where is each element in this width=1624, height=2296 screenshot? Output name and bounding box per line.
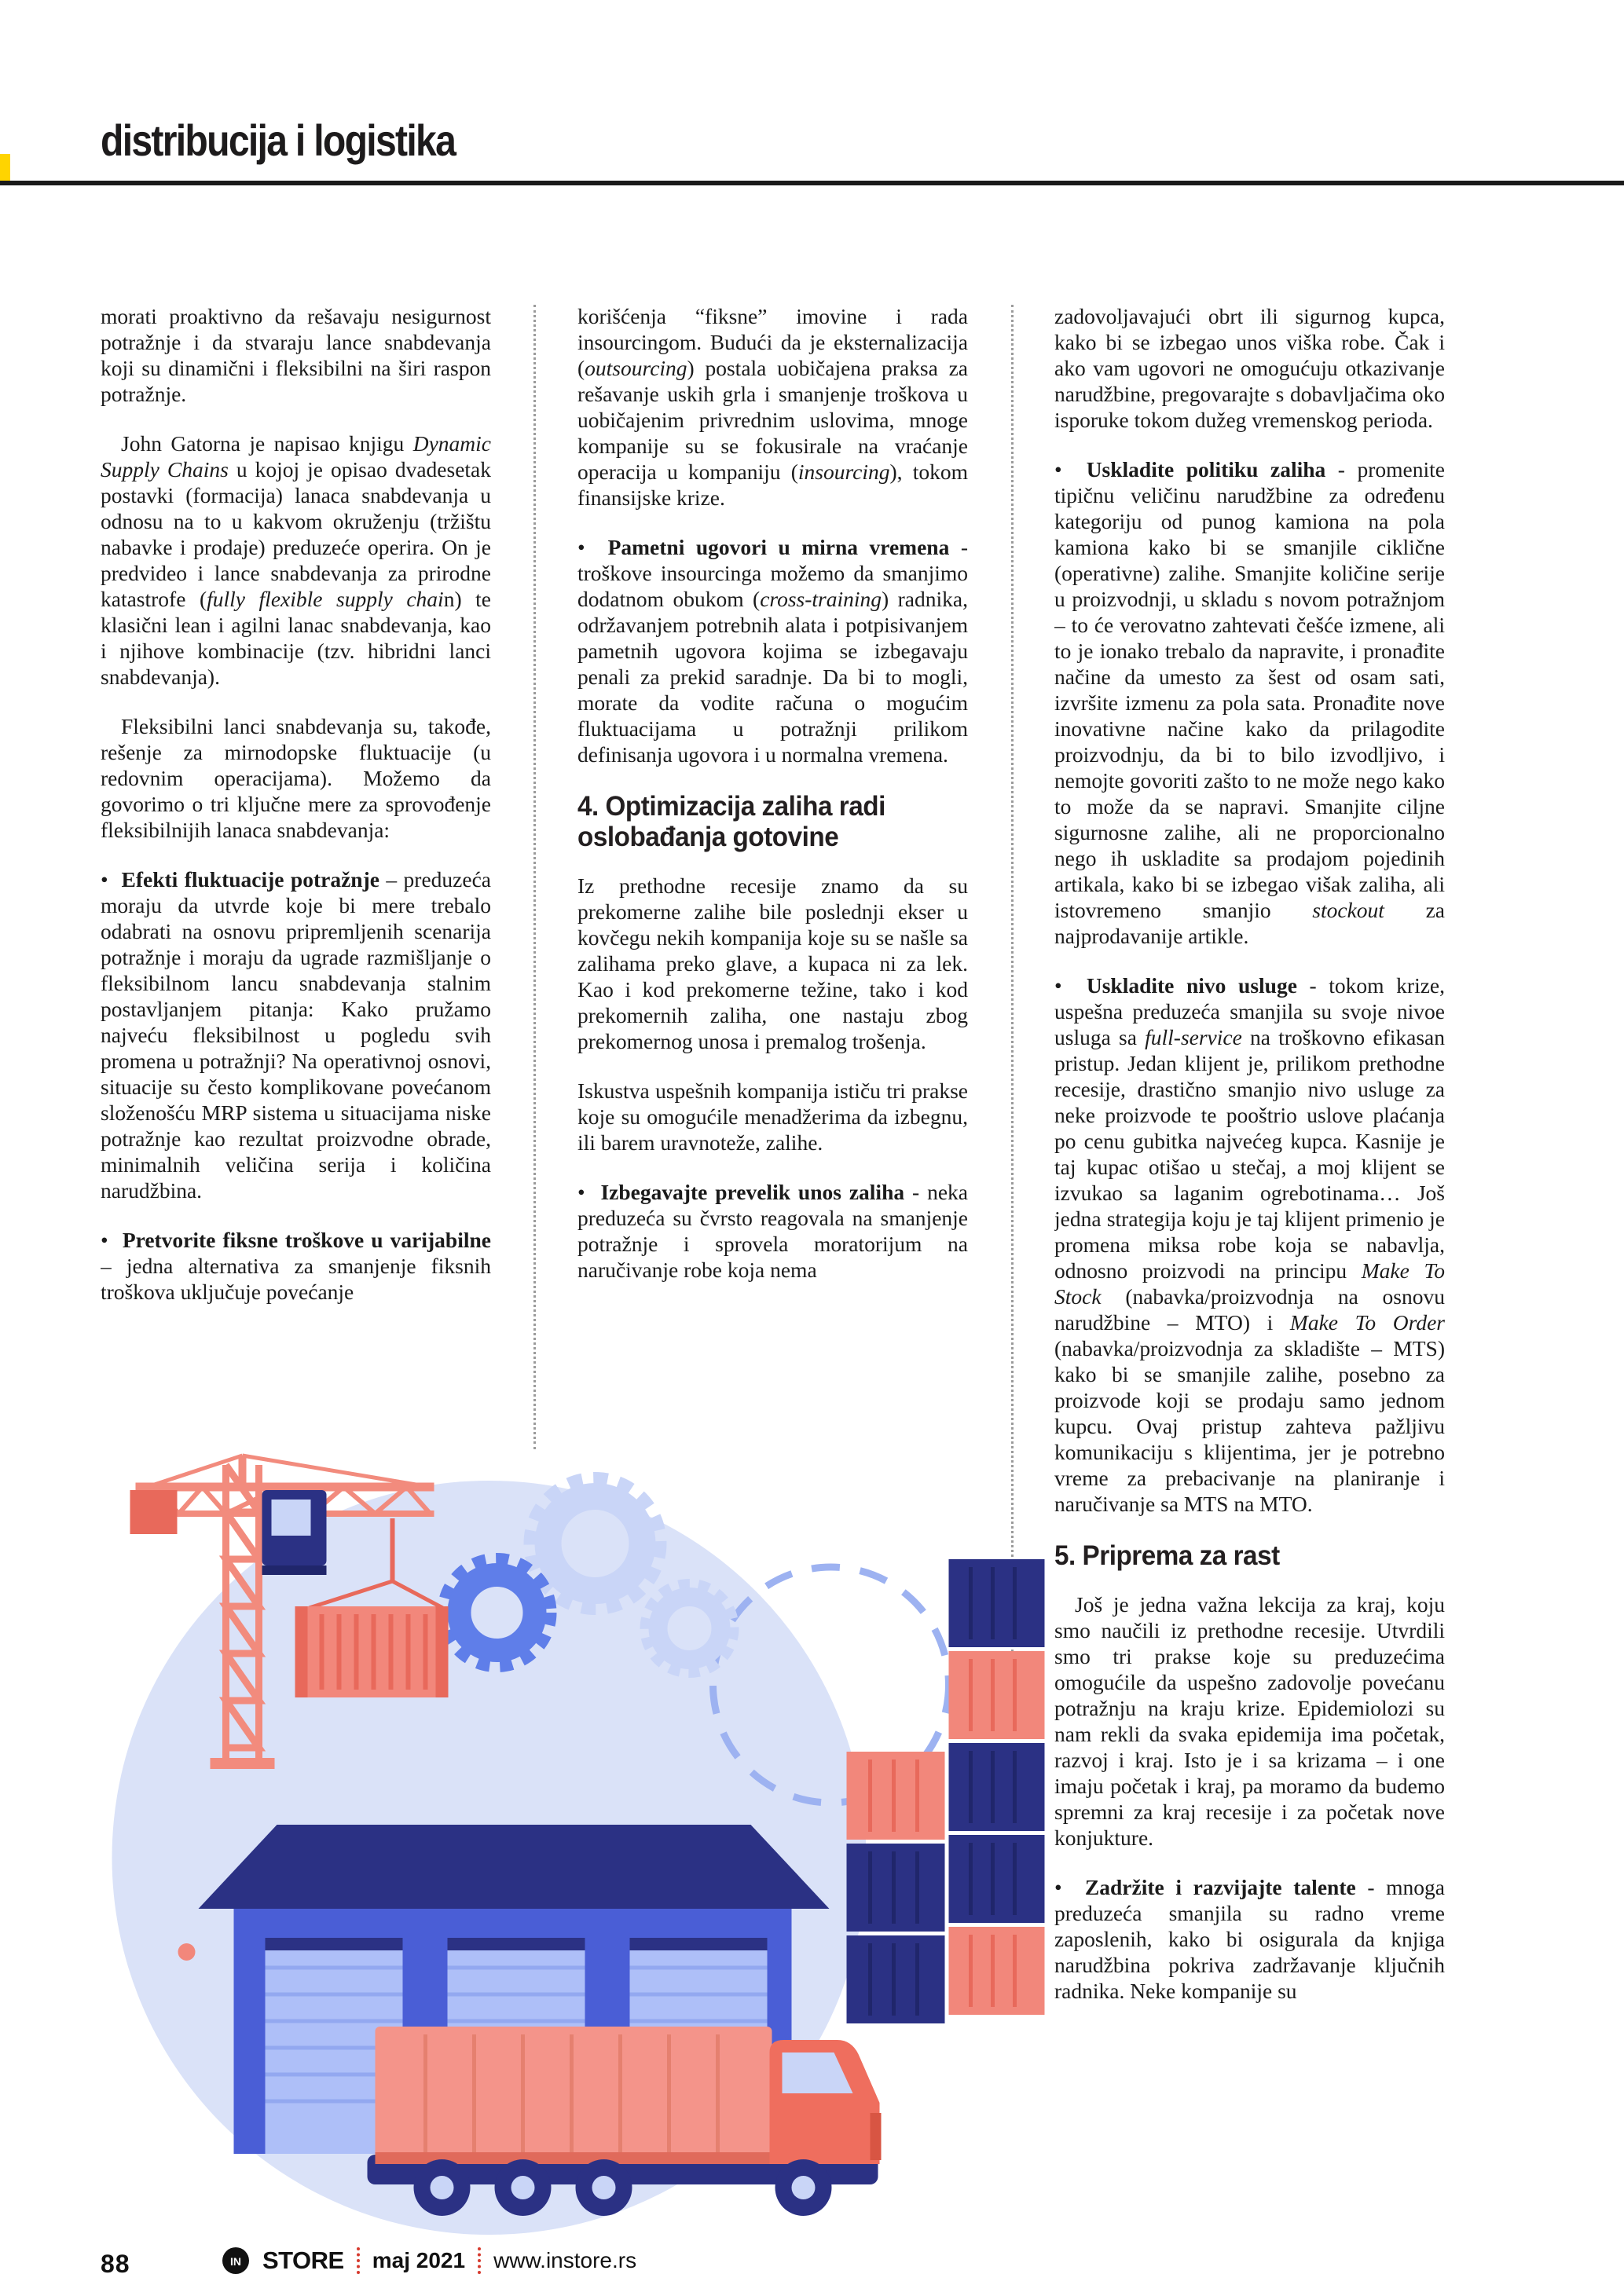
yellow-accent-mark bbox=[0, 154, 10, 181]
footer-divider bbox=[357, 2247, 360, 2274]
container-stack-icon bbox=[847, 1559, 1045, 2023]
paragraph: • Uskladite nivo usluge - tokom krize, uspešna preduzeća smanjila su svoje nivoe usluga sa full-service na troškovno efikasan pristup. Jedan klijent je, prilikom prethodne recesije, drastično smanjio nivo usluge za neke proizvode te pooštrio uslove plaćanja po cenu gubitka najvećeg kupca. Kasnije je taj kupac otišao u stečaj, a moj klijent se izvukao sa laganim ogrebotinama… Još jedna strategija koju je taj klijent primenio je promena miksa robe koja se nabavlja, odnosno proizvodi na principu Make To Stock (nabavka/proizvodnja na osnovu narudžbine – MTO) i Make To Order (nabavka/proizvodnja za skladište – MTS) kako bi se smanjile zalihe, posebno za proizvode koji se prodaju samo jednom kupcu. Ovaj pristup zahteva pažljivu komunikaciju s klijentima, jer je potrebno vreme za prebacivanje na planiranje i naručivanje sa MTS na MTO. bbox=[1054, 973, 1445, 1516]
paragraph: • Zadržite i razvijajte talente - mnoga preduzeća smanjila su radno vreme zaposlenih, kako bi osigurala da knjiga narudžbina pokriva zadržavanje ključnih radnika. Neke kompanije su bbox=[1054, 1875, 1445, 2003]
instore-logo-icon bbox=[222, 2247, 250, 2275]
page-number: 88 bbox=[101, 2250, 130, 2278]
column-separator bbox=[533, 305, 536, 1449]
page-footer bbox=[0, 2243, 1624, 2291]
paragraph: • Pretvorite fiksne troškove u varijabilne – jedna alternativa za smanjenje fiksnih troškova uključuje povećanje bbox=[101, 1228, 491, 1304]
logistics-illustration bbox=[90, 1449, 1053, 2235]
accent-dot bbox=[178, 1943, 196, 1961]
section-rule bbox=[0, 181, 1624, 185]
website-url: www.instore.rs bbox=[493, 2248, 637, 2272]
page-title: distribucija i logistika bbox=[101, 115, 456, 165]
paragraph: Fleksibilni lanci snabdevanja su, takođe, rešenje za mirnodopske fluktuacije (u redovnim operacijama). Možemo da govorimo o tri ključne mere za sprovođenje fleksibilnijih lanaca snabdevanja: bbox=[101, 714, 491, 842]
paragraph: Iz prethodne recesije znamo da su prekomerne zalihe bile poslednji ekser u kovčegu nekih kompanija koje su se našle sa zalihama preko glave, a kupaca ni za lek. Kao i kod prekomerne težine, tako i kod prekomernih zaliha, one nastaju zbog prekomernog unosa i premalog trošenja. bbox=[577, 873, 968, 1053]
paragraph: • Izbegavajte prevelik unos zaliha - neka preduzeća su čvrsto reagovala na smanjenje potražnje i sprovela moratorijum na naručivanje robe koja nema bbox=[577, 1180, 968, 1282]
paragraph: zadovoljavajući obrt ili sigurnog kupca, kako bi se izbegao unos viška robe. Čak i ako vam ugovori ne omogućuju otkazivanje narudžbine, pregovarajte s dobavljačima oko isporuke tokom dužeg vremenskog perioda. bbox=[1054, 304, 1445, 432]
hanging-container-icon bbox=[295, 1606, 449, 1697]
footer-divider bbox=[478, 2247, 481, 2274]
brand-row bbox=[222, 2247, 636, 2275]
paragraph: John Gatorna je napisao knjigu Dynamic Supply Chains u kojoj je opisao dvadesetak postavki (formacija) lanaca snabdevanja u odnosu na to u kakvom okruženju (tržištu nabavke i prodaje) preduzeće operira. On je predvideo i lance snabdevanja za prirodne katastrofe (fully flexible supply chain) te klasični lean i agilni lanac snabdevanja, kao i njihove kombinacije (tzv. hibridni lanci snabdevanja). bbox=[101, 431, 491, 689]
paragraph: morati proaktivno da rešavaju nesigurnost potražnje i da stvaraju lance snabdevanja koji su dinamični i fleksibilni na širi raspon potražnje. bbox=[101, 304, 491, 406]
column-3 bbox=[1054, 303, 1445, 2027]
logo-monogram: IN bbox=[230, 2255, 241, 2268]
paragraph: korišćenja “fiksne” imovine i rada insourcingom. Budući da je eksternalizacija (outsourcing) postala uobičajena praksa za rešavanje uskih grla i smanjenje troškova u uobičajenim privrednim uslovima, mnoge kompanije su se fokusirale na vraćanje operacija u kompaniju (insourcing), tokom finansijske krize. bbox=[577, 304, 968, 510]
paragraph: • Uskladite politiku zaliha - promenite tipičnu veličinu narudžbine za određenu kategoriju od punog kamiona na pola kamiona kako bi se smanjile ciklične (operativne) zalihe. Smanjite količine serije u proizvodnji, u skladu s novom potražnjom – to će verovatno zahtevati češće izmene, ali to je ionako trebalo da napravite, i pronađite načine da umesto za šest od osam sati, izvršite izmenu za pola sata. Pronađite nove inovativne načine kako da prilagodite proizvodnju, da bi to bilo izvodljivo, i nemojte govoriti zašto to ne može nego kako to može da se napravi. Smanjite ciljne sigurnosne zalihe, ali ne proporcionalno nego ih uskladite sa prodajom pojedinih artikala, kako bi se izbegao višak zaliha, ali istovremeno smanjio stockout za najprodavanije artikle. bbox=[1054, 457, 1445, 948]
crane-cabin bbox=[262, 1490, 327, 1575]
paragraph: Iskustva uspešnih kompanija ističu tri prakse koje su omogućile menadžerima da izbegnu, ili barem uravnoteže, zalihe. bbox=[577, 1078, 968, 1155]
paragraph: Još je jedna važna lekcija za kraj, koju smo naučili iz prethodne recesije. Utvrdili smo tri prakse koje su preduzećima omogućile da uspešno zadovolje povećanu potražnju na kraju krize. Epidemiolozi su nam rekli da svaka epidemija ima početak, razvoj i kraj. Isto je i sa krizama – i one imaju početak i kraj, pa moramo da budemo spremni za kraj recesije i za početak nove konjukture. bbox=[1054, 1592, 1445, 1850]
section-heading: 5. Priprema za rast bbox=[1054, 1540, 1280, 1571]
section-heading: 4. Optimizacija zaliha radi oslobađanja gotovine bbox=[577, 791, 885, 852]
paragraph: • Efekti fluktuacije potražnje – preduzeća moraju da utvrde koje bi mere trebalo odabrati na osnovu pripremljenih scenarija potražnje i moraju da ugrade razmišljanje o fleksibilnom lancu snabdevanja stalnim postavljanjem pitanja: Kako pružamo najveću fleksibilnost u pogledu svih promena u potražnji? Na operativnoj osnovi, situacije su često komplikovane povećanom složenošću MRP sistema u situacijama niske potražnje kao rezultat proizvodne obrade, minimalnih veličina serija i količina narudžbina. bbox=[101, 867, 491, 1203]
truck-icon bbox=[368, 2027, 882, 2216]
paragraph: • Pametni ugovori u mirna vremena - troškove insourcinga možemo da smanjimo dodatnom obukom (cross-training) radnika, održavanjem potrebnih alata i potpisivanjem pametnih ugovora kojima se izbegavaju penali za prekid saradnje. Da bi to mogli, morate da vodite računa o mogućim fluktuacijama u potražnji prilikom definisanja ugovora i u normalna vremena. bbox=[577, 535, 968, 767]
column-2 bbox=[577, 303, 968, 1446]
issue-date: maj 2021 bbox=[372, 2248, 466, 2272]
column-1 bbox=[101, 303, 491, 1446]
brand-name: STORE bbox=[262, 2247, 344, 2274]
